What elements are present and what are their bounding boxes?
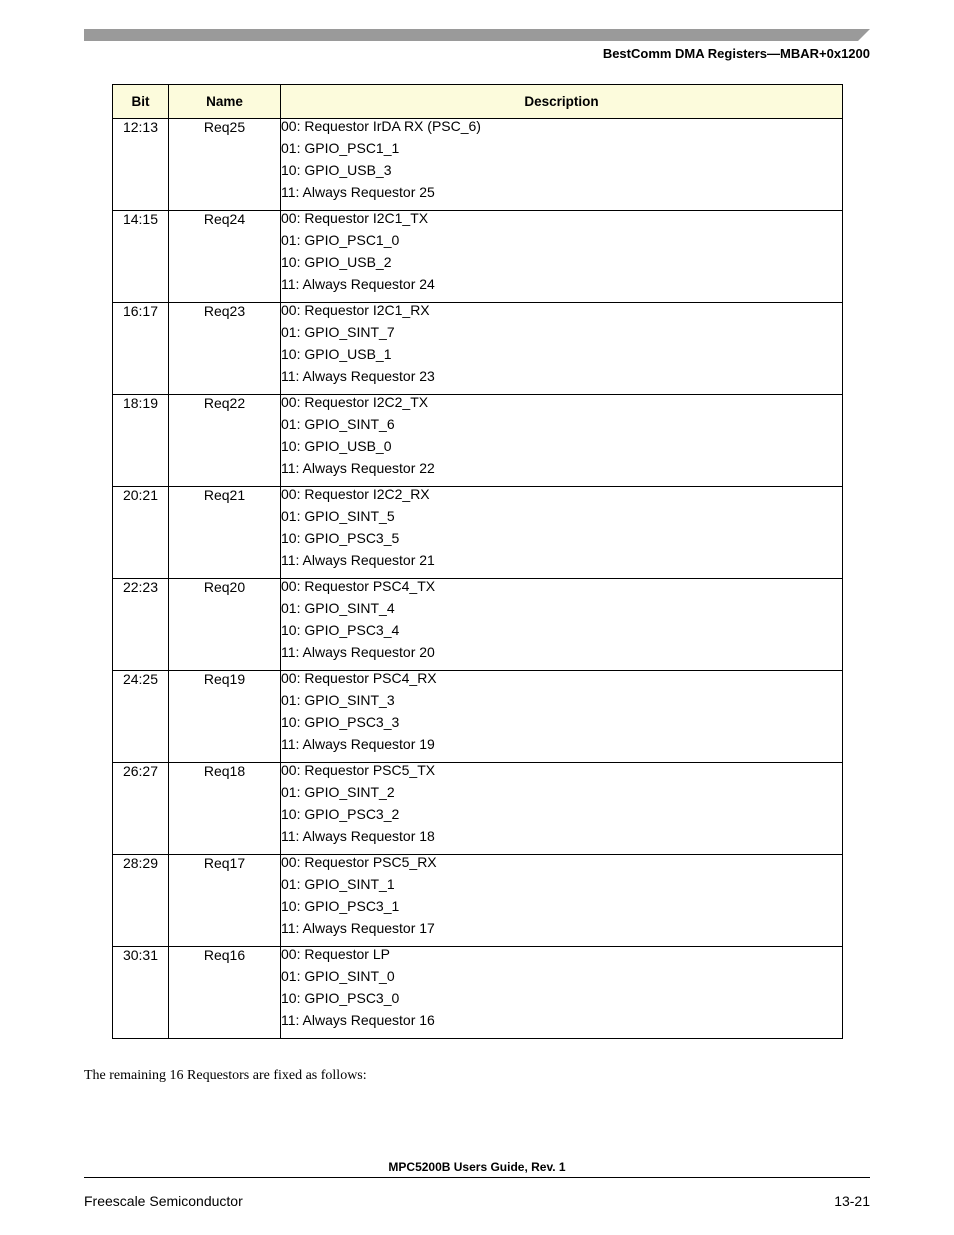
table-row	[113, 487, 843, 579]
description-line: 11: Always Requestor 20	[281, 644, 435, 660]
bit-cell: 24:25	[113, 671, 169, 763]
name-cell: Req18	[169, 763, 281, 855]
body-note: The remaining 16 Requestors are fixed as follows:	[84, 1068, 367, 1083]
name-cell: Req21	[169, 487, 281, 579]
bit-cell: 22:23	[113, 579, 169, 671]
footer-publisher: Freescale Semiconductor	[84, 1193, 243, 1209]
description-line: 11: Always Requestor 18	[281, 828, 435, 844]
bit-cell: 14:15	[113, 211, 169, 303]
description-line: 10: GPIO_USB_0	[281, 438, 392, 454]
description-line: 01: GPIO_SINT_0	[281, 968, 395, 984]
page-number: 13-21	[834, 1193, 870, 1209]
description-line: 11: Always Requestor 17	[281, 920, 435, 936]
description-line: 01: GPIO_SINT_2	[281, 784, 395, 800]
description-line: 11: Always Requestor 19	[281, 736, 435, 752]
bit-cell: 26:27	[113, 763, 169, 855]
footer-divider	[84, 1177, 870, 1178]
description-cell	[281, 763, 843, 855]
description-line: 01: GPIO_SINT_6	[281, 416, 395, 432]
column-header-name: Name	[169, 85, 281, 119]
name-cell: Req19	[169, 671, 281, 763]
description-line: 11: Always Requestor 22	[281, 460, 435, 476]
description-line: 01: GPIO_SINT_7	[281, 324, 395, 340]
description-line: 01: GPIO_SINT_5	[281, 508, 395, 524]
description-cell	[281, 395, 843, 487]
name-cell: Req25	[169, 119, 281, 211]
bit-cell: 16:17	[113, 303, 169, 395]
description-line: 11: Always Requestor 23	[281, 368, 435, 384]
description-line: 00: Requestor LP	[281, 946, 390, 962]
description-line: 00: Requestor I2C2_TX	[281, 394, 429, 410]
description-line: 10: GPIO_USB_3	[281, 162, 392, 178]
description-cell	[281, 855, 843, 947]
table-row	[113, 303, 843, 395]
description-cell	[281, 947, 843, 1039]
bit-cell: 12:13	[113, 119, 169, 211]
table-row	[113, 211, 843, 303]
name-cell: Req23	[169, 303, 281, 395]
description-line: 01: GPIO_SINT_4	[281, 600, 395, 616]
name-cell: Req24	[169, 211, 281, 303]
bit-cell: 30:31	[113, 947, 169, 1039]
table-row	[113, 579, 843, 671]
name-cell: Req16	[169, 947, 281, 1039]
description-line: 11: Always Requestor 24	[281, 276, 435, 292]
description-line: 00: Requestor I2C2_RX	[281, 486, 430, 502]
table-body	[113, 119, 843, 1039]
column-header-bit: Bit	[113, 85, 169, 119]
bit-cell: 20:21	[113, 487, 169, 579]
description-line: 00: Requestor PSC5_RX	[281, 854, 437, 870]
description-cell	[281, 303, 843, 395]
description-line: 00: Requestor PSC4_RX	[281, 670, 437, 686]
description-cell	[281, 119, 843, 211]
description-line: 10: GPIO_PSC3_5	[281, 530, 400, 546]
name-cell: Req22	[169, 395, 281, 487]
description-line: 00: Requestor I2C1_RX	[281, 302, 430, 318]
table-row	[113, 395, 843, 487]
description-line: 00: Requestor PSC5_TX	[281, 762, 436, 778]
description-line: 00: Requestor I2C1_TX	[281, 210, 429, 226]
name-cell: Req20	[169, 579, 281, 671]
running-title: BestComm DMA Registers—MBAR+0x1200	[602, 46, 870, 61]
description-cell	[281, 211, 843, 303]
description-line: 00: Requestor PSC4_TX	[281, 578, 436, 594]
description-cell	[281, 579, 843, 671]
table-row	[113, 855, 843, 947]
bit-cell: 28:29	[113, 855, 169, 947]
table-row	[113, 947, 843, 1039]
description-line: 10: GPIO_PSC3_2	[281, 806, 400, 822]
bit-cell: 18:19	[113, 395, 169, 487]
description-line: 00: Requestor IrDA RX (PSC_6)	[281, 118, 481, 134]
table-header-row	[113, 85, 843, 119]
description-line: 01: GPIO_SINT_3	[281, 692, 395, 708]
description-line: 10: GPIO_PSC3_3	[281, 714, 400, 730]
description-line: 10: GPIO_PSC3_4	[281, 622, 400, 638]
description-line: 10: GPIO_USB_1	[281, 346, 392, 362]
register-table	[112, 84, 843, 1039]
description-line: 10: GPIO_USB_2	[281, 254, 392, 270]
description-line: 01: GPIO_SINT_1	[281, 876, 395, 892]
description-line: 11: Always Requestor 16	[281, 1012, 435, 1028]
description-line: 01: GPIO_PSC1_1	[281, 140, 400, 156]
description-line: 11: Always Requestor 25	[281, 184, 435, 200]
description-line: 11: Always Requestor 21	[281, 552, 435, 568]
table-row	[113, 119, 843, 211]
table-row	[113, 763, 843, 855]
description-line: 10: GPIO_PSC3_0	[281, 990, 400, 1006]
description-cell	[281, 671, 843, 763]
footer-title: MPC5200B Users Guide, Rev. 1	[388, 1160, 566, 1174]
header-bar	[84, 29, 870, 41]
table-row	[113, 671, 843, 763]
name-cell: Req17	[169, 855, 281, 947]
description-cell	[281, 487, 843, 579]
description-line: 10: GPIO_PSC3_1	[281, 898, 400, 914]
description-line: 01: GPIO_PSC1_0	[281, 232, 400, 248]
column-header-description: Description	[281, 85, 843, 119]
